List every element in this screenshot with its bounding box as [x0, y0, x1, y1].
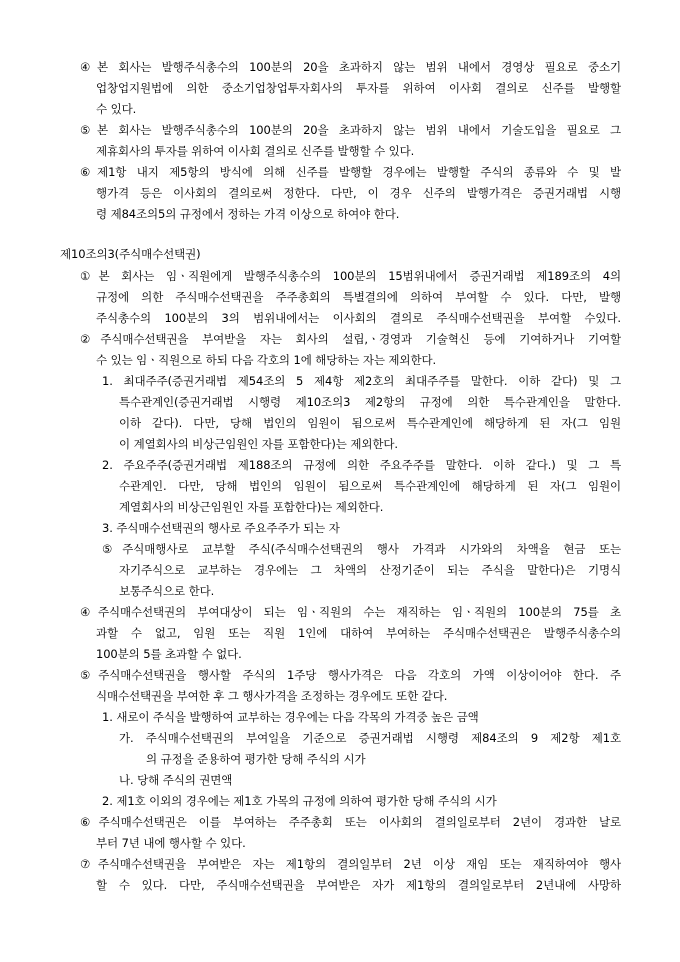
- paragraph-line: 수 있다.: [96, 102, 137, 116]
- paragraph-line: 식매수선택권을 부여한 후 그 행사가격을 조정하는 경우에도 또한 같다.: [96, 689, 448, 703]
- paragraph-line: 규정에 의한 주식매수선택권을 주주총회의 특별결의에 의하여 부여할 수 있다. 다만, 발행: [96, 290, 621, 304]
- paragraph-line: ⑦주식매수선택권을 부여받은 자는 제1항의 결의일부터 2년 이상 재임 또는 재직하여야 행사: [80, 857, 621, 871]
- paragraph-line: 주식총수의 100분의 3의 범위내에서는 이사회의 결의로 주식매수선택권을 부여할 수있다.: [96, 311, 621, 325]
- sub-item-line: 나. 당해 주식의 권면액: [119, 773, 233, 787]
- article-heading: 제10조의3(주식매수선택권): [60, 247, 201, 261]
- paragraph-line: ⑤본 회사는 발행주식총수의 100분의 20을 초과하지 않는 범위 내에서 기술도입을 필요로 그: [80, 123, 621, 137]
- list-item-line: 이하 같다). 다만, 당해 법인의 임원이 됨으로써 특수관계인에 해당하게 된 자(그 임원: [119, 416, 621, 430]
- paragraph-line: 행가격 등은 이사회의 결의로써 정한다. 다만, 이 경우 신주의 발행가격은 증권거래법 시행: [96, 186, 621, 200]
- list-item-line: 수관계인. 다만, 당해 법인의 임원이 됨으로써 특수관계인에 해당하게 된 자(그 임원이: [119, 479, 621, 493]
- paragraph-line: 자기주식으로 교부하는 경우에는 그 차액의 산정기준이 되는 주식을 말한다)은 기명식: [119, 563, 621, 577]
- paragraph-line: ④본 회사는 발행주식총수의 100분의 20을 초과하지 않는 범위 내에서 경영상 필요로 중소기: [80, 60, 621, 74]
- paragraph-line: ①본 회사는 임ㆍ직원에게 발행주식총수의 100분의 15범위내에서 증권거래법 제189조의 4의: [80, 269, 621, 283]
- paragraph-line: 업창업지원법에 의한 중소기업창업투자회사의 투자를 위하여 이사회 결의로 신주를 발행할: [96, 81, 621, 95]
- paragraph-line: ②주식매수선택권을 부여받을 자는 회사의 설립,ㆍ경영과 기술혁신 등에 기여하거나 기여할: [80, 332, 621, 346]
- list-item-line: 특수관계인(증권거래법 시행령 제10조의3 제2항의 규정에 의한 특수관계인을 말한다.: [119, 395, 621, 409]
- paragraph-line: 령 제84조의5의 규정에서 정하는 가격 이상으로 하여야 한다.: [96, 207, 400, 221]
- paragraph-line: ⑤주식매수선택권을 행사할 주식의 1주당 행사가격은 다음 각호의 가액 이상이어야 한다. 주: [80, 668, 621, 682]
- list-item-line: 2. 제1호 이외의 경우에는 제1호 가목의 규정에 의하여 평가한 당해 주식의 시가: [102, 794, 497, 808]
- list-item-line: 이 계열회사의 비상근임원인 자를 포함한다)는 제외한다.: [119, 437, 398, 451]
- paragraph-line: 100분의 5를 초과할 수 없다.: [96, 647, 242, 661]
- paragraph-line: ④주식매수선택권의 부여대상이 되는 임ㆍ직원의 수는 재직하는 임ㆍ직원의 100분의 75를 초: [80, 605, 621, 619]
- paragraph-line: 제휴회사의 투자를 위하여 이사회 결의로 신주를 발행할 수 있다.: [96, 144, 415, 158]
- sub-item-line: 의 규정을 준용하여 평가한 당해 주식의 시가: [146, 752, 366, 766]
- list-item-line: 계열회사의 비상근임원인 자를 포함한다)는 제외한다.: [119, 500, 384, 514]
- paragraph-line: 부터 7년 내에 행사할 수 있다.: [96, 836, 246, 850]
- list-item-line: 1. 최대주주(증권거래법 제54조의 5 제4항 제2호의 최대주주를 말한다. 이하 같다) 및 그: [102, 374, 621, 388]
- sub-item-line: 가. 주식매수선택권의 부여일을 기준으로 증권거래법 시행령 제84조의 9 제2항 제1호: [119, 731, 621, 745]
- paragraph-line: ⑥제1항 내지 제5항의 방식에 의해 신주를 발행할 경우에는 발행할 주식의 종류와 수 및 발: [80, 165, 621, 179]
- paragraph-line: 보통주식으로 한다.: [119, 584, 215, 598]
- list-item-line: 3. 주식매수선택권의 행사로 주요주주가 되는 자: [102, 521, 340, 535]
- paragraph-line: 과할 수 없고, 임원 또는 직원 1인에 대하여 부여하는 주식매수선택권은 발행주식총수의: [96, 626, 621, 640]
- paragraph-line: ⑤주식매행사로 교부할 주식(주식매수선택권의 행사 가격과 시가와의 차액을 현금 또는: [102, 542, 621, 556]
- list-item-line: 1. 새로이 주식을 발행하여 교부하는 경우에는 다음 각목의 가격중 높은 금액: [102, 710, 479, 724]
- list-item-line: 2. 주요주주(증권거래법 제188조의 규정에 의한 주요주주를 말한다. 이하 같다.) 및 그 특: [102, 458, 621, 472]
- paragraph-line: ⑥주식매수선택권은 이를 부여하는 주주총회 또는 이사회의 결의일로부터 2년이 경과한 날로: [80, 815, 621, 829]
- paragraph-line: 할 수 있다. 다만, 주식매수선택권을 부여받은 자가 제1항의 결의일로부터 2년내에 사망하: [96, 878, 621, 892]
- paragraph-line: 수 있는 임ㆍ직원으로 하되 다음 각호의 1에 해당하는 자는 제외한다.: [96, 353, 437, 367]
